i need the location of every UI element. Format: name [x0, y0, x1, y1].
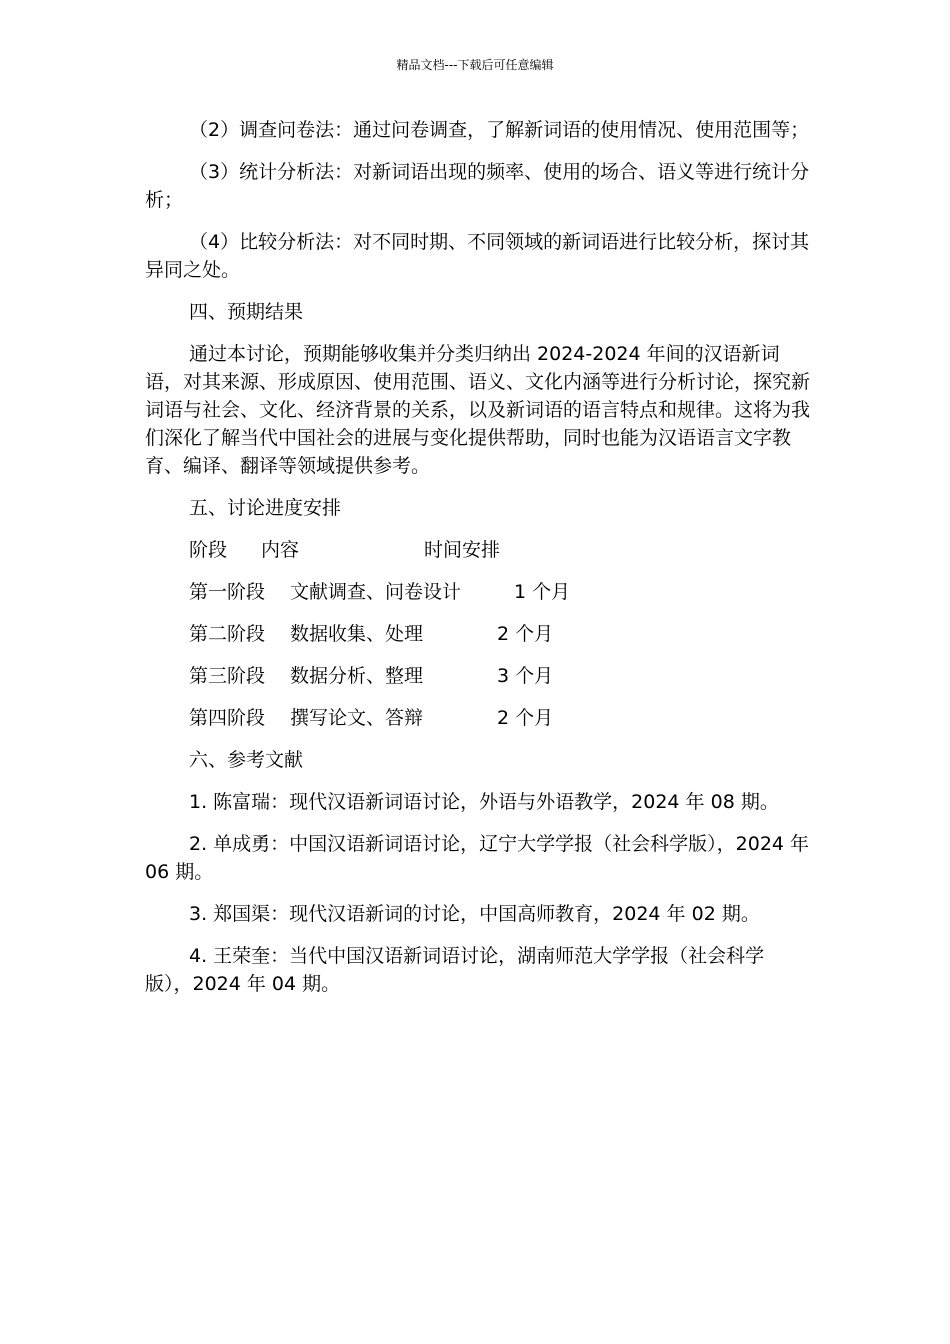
reference-item: 1. 陈富瑞：现代汉语新词语讨论，外语与外语教学，2024 年 08 期。 — [189, 791, 779, 813]
section-5-title: 五、讨论进度安排 — [189, 497, 342, 519]
schedule-stage: 第二阶段 — [189, 623, 266, 645]
schedule-row — [145, 578, 810, 606]
section-4-body: 通过本讨论，预期能够收集并分类归纳出 2024-2024 年间的汉语新词语，对其来源、形成原因、使用范围、语义、文化内涵等进行分析讨论，探究新词语与社会、文化、经济背景的关系，以及新词语的语言特点和规律。这将为我们深化了解当代中国社会的进展与变化提供帮助，同时也能为汉语语言文字教育、编译、翻译等领域提供参考。 — [145, 343, 811, 477]
schedule-content: 数据收集、处理 — [290, 623, 424, 645]
page-header: 精品文档---下载后可任意编辑 — [396, 58, 554, 72]
schedule-header-row — [145, 536, 810, 564]
schedule-col-time: 时间安排 — [424, 539, 501, 561]
schedule-row — [145, 662, 810, 690]
schedule-stage: 第一阶段 — [189, 581, 266, 603]
method-4: （4）比较分析法：对不同时期、不同领域的新词语进行比较分析，探讨其异同之处。 — [145, 231, 810, 281]
schedule-time: 1 个月 — [514, 581, 571, 603]
schedule-content: 文献调查、问卷设计 — [290, 581, 462, 603]
schedule-stage: 第三阶段 — [189, 665, 266, 687]
method-3: （3）统计分析法：对新词语出现的频率、使用的场合、语义等进行统计分析； — [145, 161, 810, 211]
section-4-title: 四、预期结果 — [189, 301, 304, 323]
schedule-time: 2 个月 — [497, 623, 554, 645]
document-body — [145, 116, 810, 1012]
schedule-col-content: 内容 — [261, 539, 300, 561]
section-6-title: 六、参考文献 — [189, 749, 304, 771]
reference-item: 2. 单成勇：中国汉语新词语讨论，辽宁大学学报（社会科学版），2024 年 06 期。 — [145, 833, 810, 883]
reference-item: 4. 王荣奎：当代中国汉语新词语讨论，湖南师范大学学报（社会科学版），2024 年 04 期。 — [145, 945, 765, 995]
schedule-time: 3 个月 — [497, 665, 554, 687]
reference-item: 3. 郑国渠：现代汉语新词的讨论，中国高师教育，2024 年 02 期。 — [189, 903, 760, 925]
schedule-row — [145, 704, 810, 732]
schedule-content: 数据分析、整理 — [290, 665, 424, 687]
method-2: （2）调查问卷法：通过问卷调查，了解新词语的使用情况、使用范围等； — [189, 119, 810, 141]
schedule-col-stage: 阶段 — [189, 539, 228, 561]
schedule-content: 撰写论文、答辩 — [290, 707, 424, 729]
schedule-row — [145, 620, 810, 648]
schedule-time: 2 个月 — [497, 707, 554, 729]
schedule-stage: 第四阶段 — [189, 707, 266, 729]
